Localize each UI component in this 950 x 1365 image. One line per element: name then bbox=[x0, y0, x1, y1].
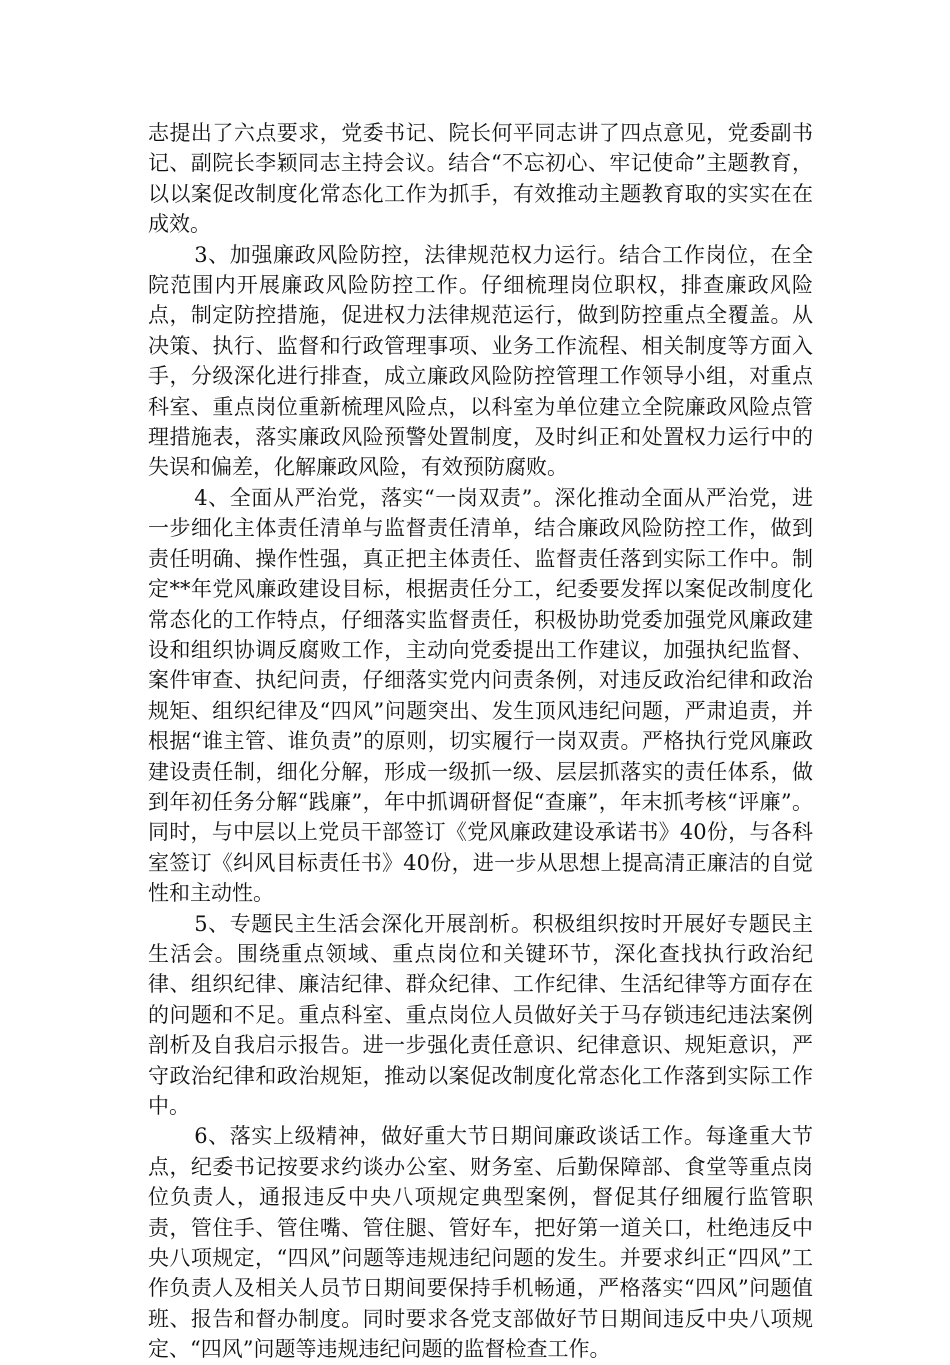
paragraph-continued: 志提出了六点要求，党委书记、院长何平同志讲了四点意见，党委副书记、副院长李颖同志主持会议。结合“不忘初心、牢记使命”主题教育，以以案促改制度化常态化工作为抓手，有效推动主题教育取的实实在在成效。 bbox=[148, 121, 813, 237]
document-page bbox=[148, 118, 813, 1365]
paragraph-item-5: 5、专题民主生活会深化开展剖析。积极组织按时开展好专题民主生活会。围绕重点领域、重点岗位和关键环节，深化查找执行政治纪律、组织纪律、廉洁纪律、群众纪律、工作纪律、生活纪律等方面存在的问题和不足。重点科室、重点岗位人员做好关于马存锁违纪违法案例剖析及自我启示报告。进一步强化责任意识、纪律意识、规矩意识，严守政治纪律和政治规矩，推动以案促改制度化常态化工作落到实际工作中。 bbox=[148, 911, 813, 1118]
paragraph-item-6: 6、落实上级精神，做好重大节日期间廉政谈话工作。每逢重大节点，纪委书记按要求约谈办公室、财务室、后勤保障部、食堂等重点岗位负责人，通报违反中央八项规定典型案例，督促其仔细履行监管职责，管住手、管住嘴、管住腿、管好车，把好第一道关口，杜绝违反中央八项规定，“四风”问题等违规违纪问题的发生。并要求纠正“四风”工作负责人及相关人员节日期间要保持手机畅通，严格落实“四风”问题值班、报告和督办制度。同时要求各党支部做好节日期间违反中央八项规定、“四风”问题等违规违纪问题的监督检查工作。 bbox=[148, 1124, 813, 1362]
paragraph-item-3: 3、加强廉政风险防控，法律规范权力运行。结合工作岗位，在全院范围内开展廉政风险防控工作。仔细梳理岗位职权，排查廉政风险点，制定防控措施，促进权力法律规范运行，做到防控重点全覆盖。从决策、执行、监督和行政管理事项、业务工作流程、相关制度等方面入手，分级深化进行排查，成立廉政风险防控管理工作领导小组，对重点科室、重点岗位重新梳理风险点，以科室为单位建立全院廉政风险点管理措施表，落实廉政风险预警处置制度，及时纠正和处置权力运行中的失误和偏差，化解廉政风险，有效预防腐败。 bbox=[148, 242, 813, 480]
paragraph-item-4: 4、全面从严治党，落实“一岗双责”。深化推动全面从严治党，进一步细化主体责任清单与监督责任清单，结合廉政风险防控工作，做到责任明确、操作性强，真正把主体责任、监督责任落到实际工作中。制定**年党风廉政建设目标，根据责任分工，纪委要发挥以案促改制度化常态化的工作特点，仔细落实监督责任，积极协助党委加强党风廉政建设和组织协调反腐败工作，主动向党委提出工作建议，加强执纪监督、案件审查、执纪问责，仔细落实党内问责条例，对违反政治纪律和政治规矩、组织纪律及“四风”问题突出、发生顶风违纪问题，严肃追责，并根据“谁主管、谁负责”的原则，切实履行一岗双责。严格执行党风廉政建设责任制，细化分解，形成一级抓一级、层层抓落实的责任体系，做到年初任务分解“践廉”，年中抓调研督促“查廉”，年末抓考核“评廉”。同时，与中层以上党员干部签订《党风廉政建设承诺书》40份，与各科室签订《纠风目标责任书》40份，进一步从思想上提高清正廉洁的自觉性和主动性。 bbox=[148, 485, 813, 906]
